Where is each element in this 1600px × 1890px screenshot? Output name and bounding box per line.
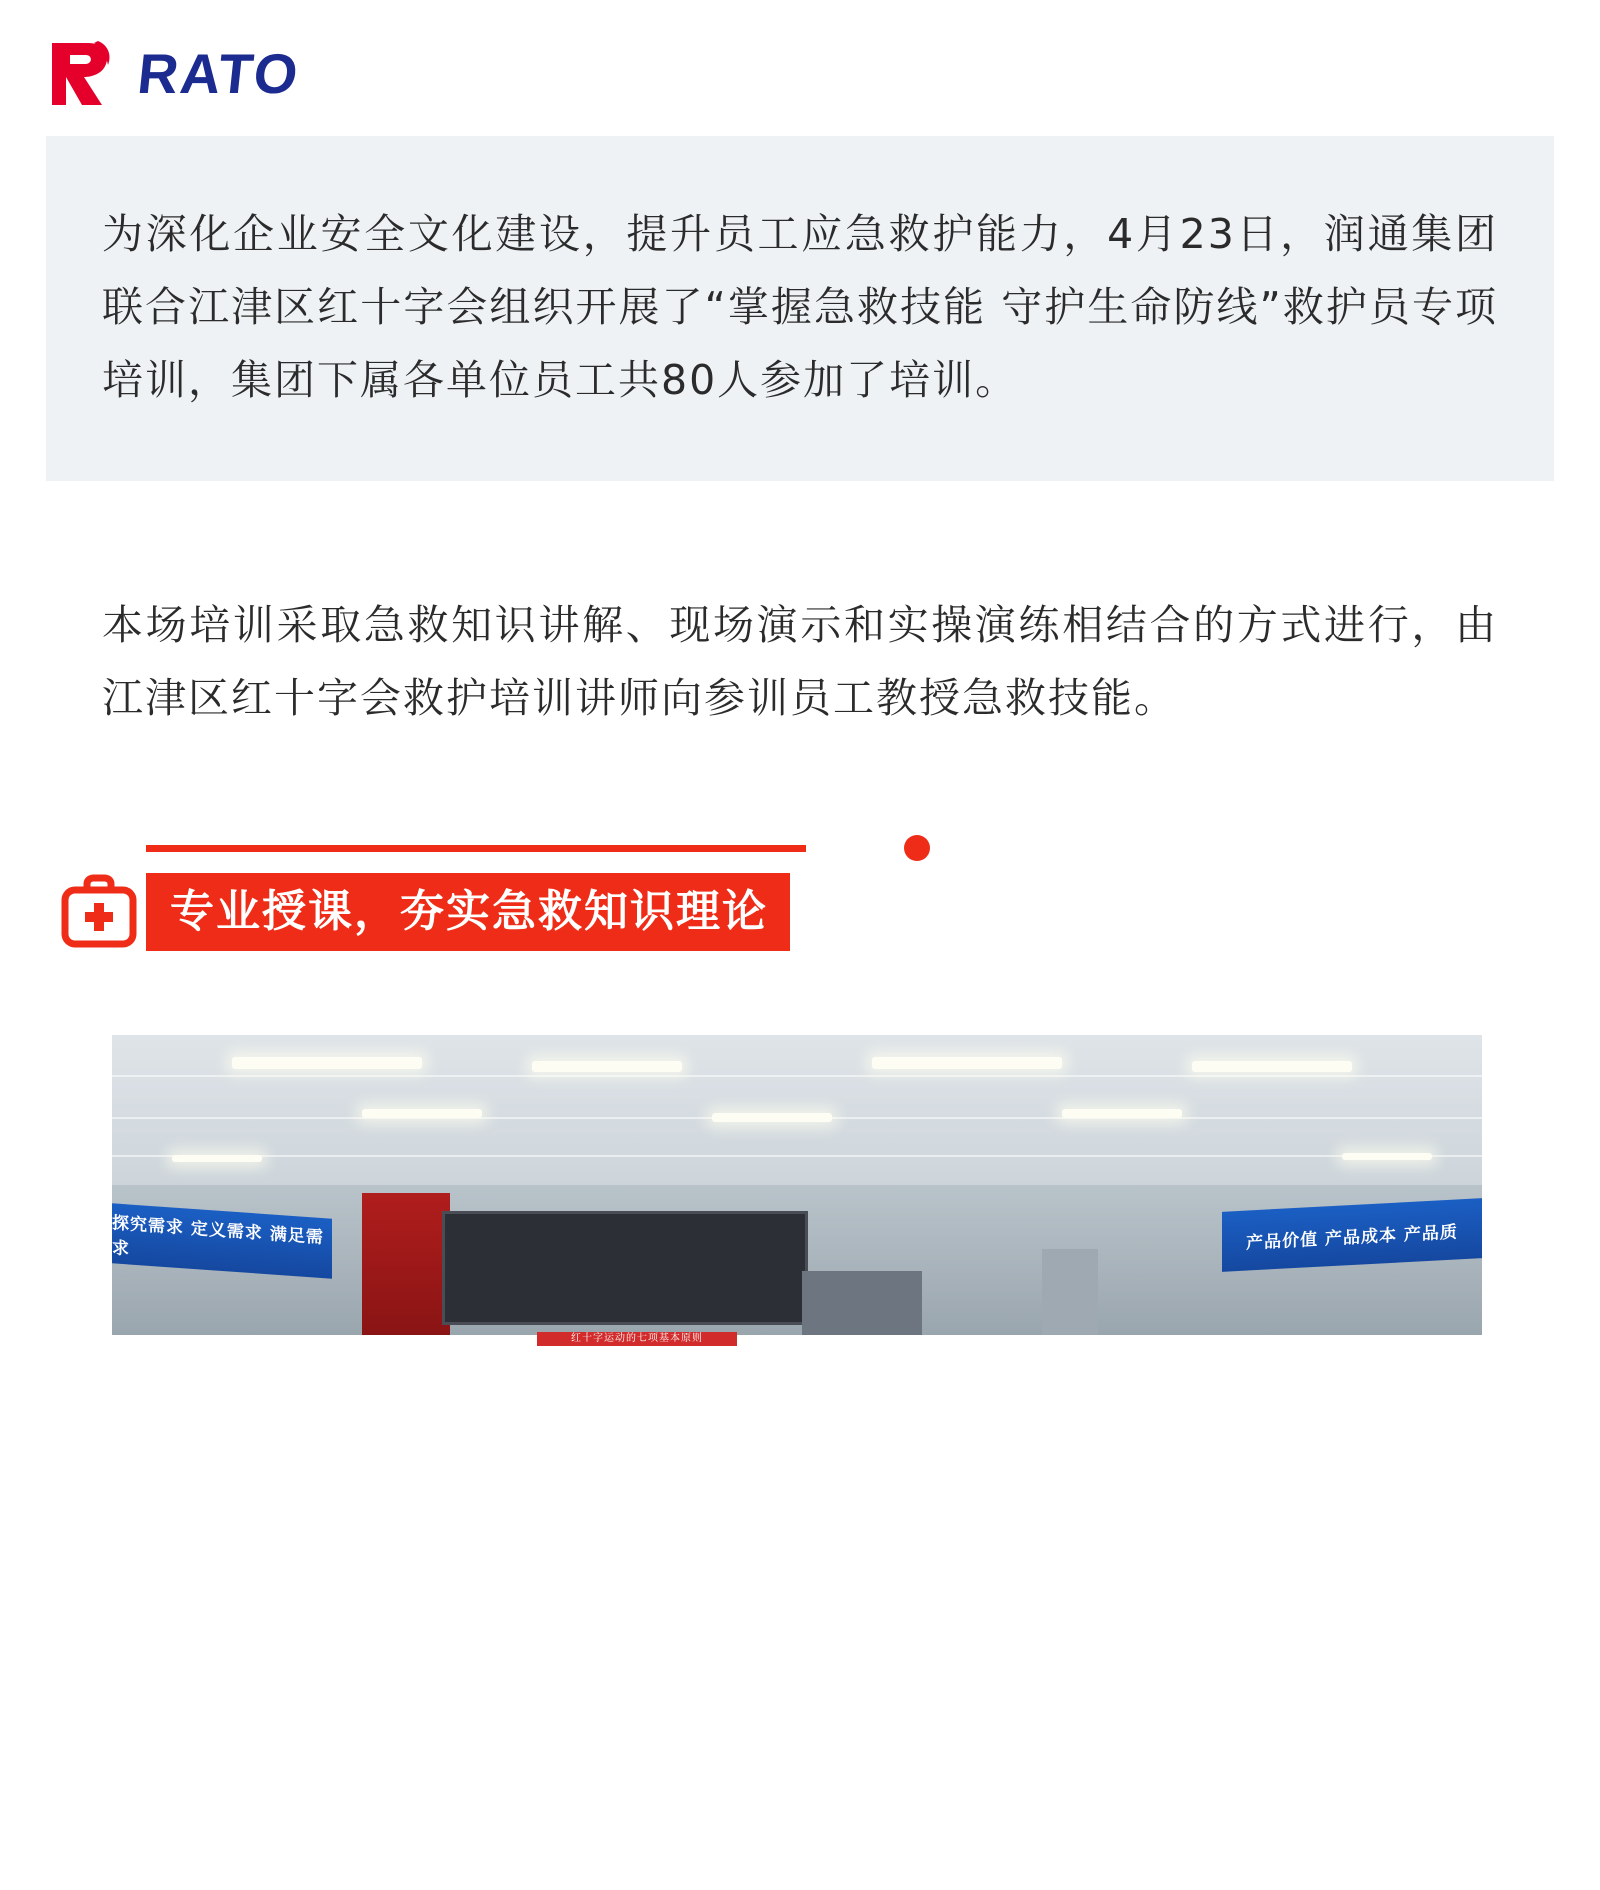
photo-speaker-box [1042, 1249, 1098, 1335]
photo-projection-screen [442, 1211, 808, 1344]
photo-banner-left: 探究需求 定义需求 满足需求 [112, 1203, 332, 1278]
body-paragraph: 本场培训采取急救知识讲解、现场演示和实操演练相结合的方式进行，由江津区红十字会救护培训讲师向参训员工教授急救技能。 [102, 600, 1498, 722]
section-title-band [146, 873, 790, 951]
photo-scene [112, 1035, 1482, 1344]
heading-rule-dot [904, 835, 930, 861]
rato-r-logo-icon [46, 37, 120, 111]
brand-logo [46, 37, 303, 111]
training-photo [112, 1035, 1482, 1344]
intro-panel [46, 136, 1554, 481]
brand-name: RATO [134, 42, 303, 105]
intro-text: 为深化企业安全文化建设，提升员工应急救护能力，4月23日，润通集团联合江津区红十字会组织开展了“掌握急救技能 守护生命防线”救护员专项培训，集团下属各单位员工共80人参加了培训。 [102, 210, 1498, 404]
photo-screen-text: 红十字运动的七项基本原则 [537, 1332, 737, 1346]
page-header [0, 0, 1600, 110]
first-aid-kit-icon [60, 873, 138, 949]
section-title: 专业授课，夯实急救知识理论 [170, 885, 768, 937]
photo-banner-right: 产品价值 产品成本 产品质 [1222, 1198, 1482, 1272]
section-heading [60, 827, 960, 977]
photo-red-curtain [362, 1193, 450, 1335]
photo-podium [802, 1271, 922, 1335]
heading-rule [146, 845, 806, 852]
photo-ceiling [112, 1035, 1482, 1185]
